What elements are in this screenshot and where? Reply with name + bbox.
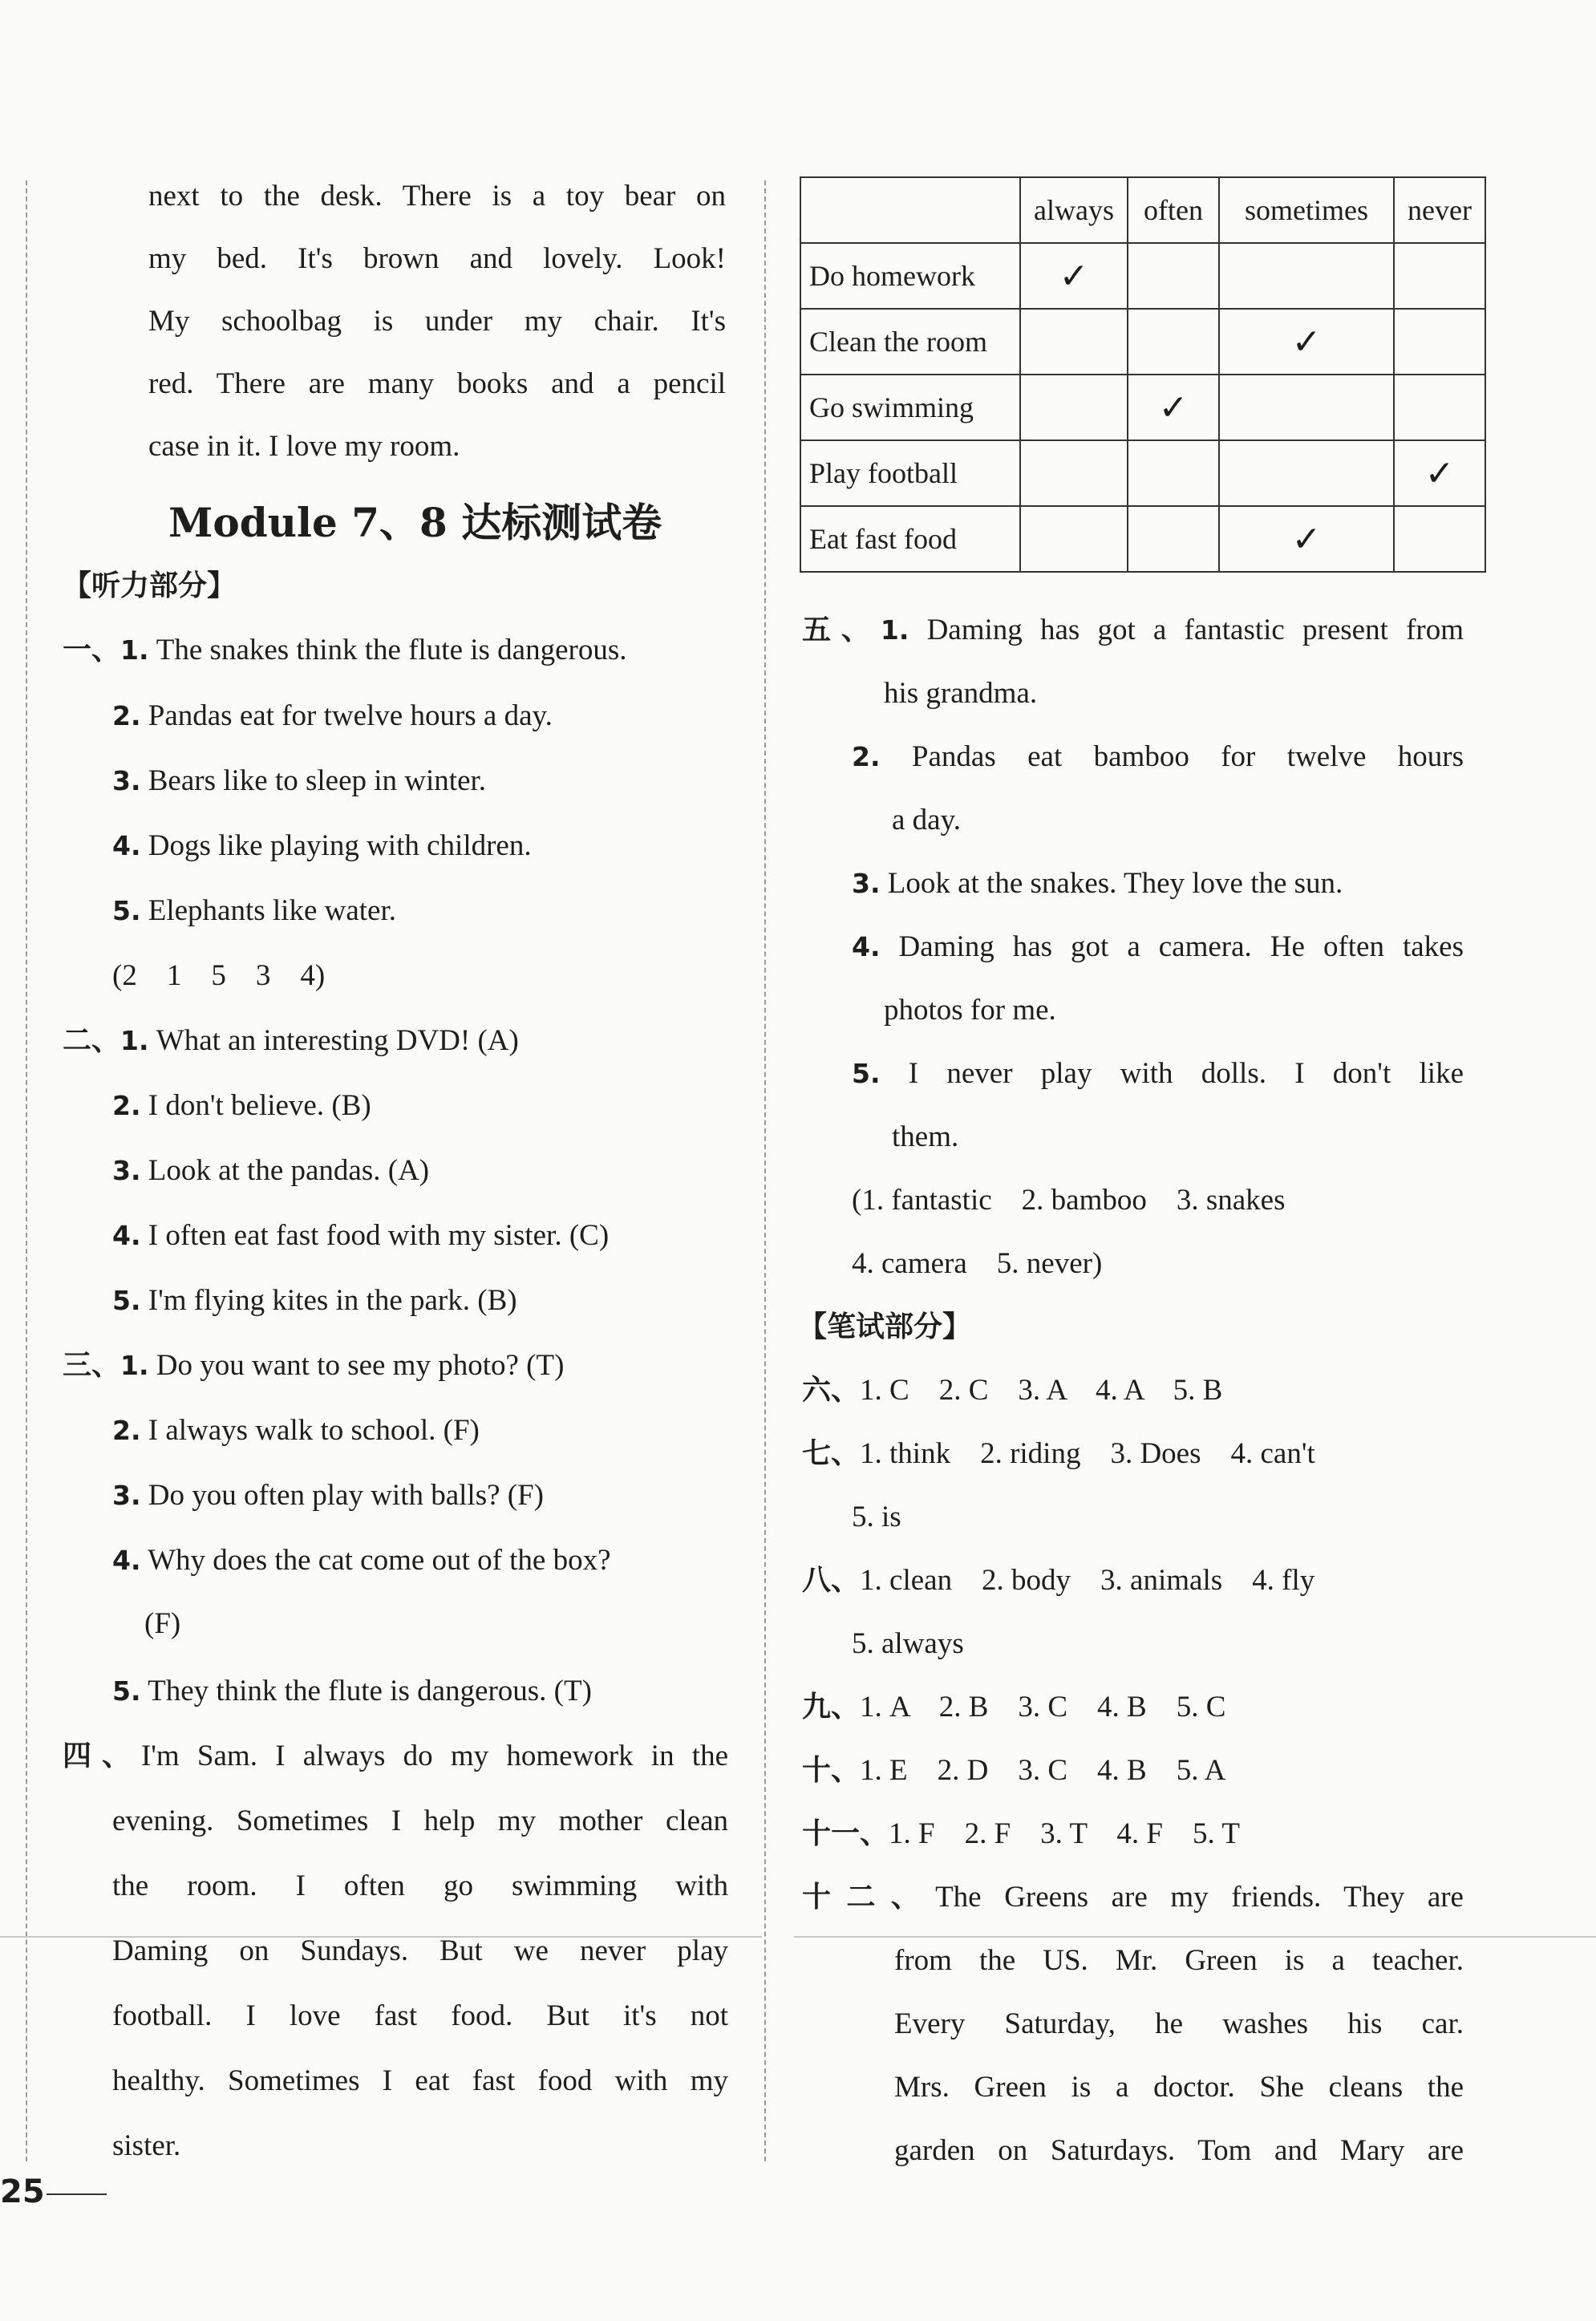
sec8-answers-cont: 5. always — [852, 1627, 964, 1660]
sec5-line-2: his grandma. — [884, 677, 1038, 710]
sec2-item-4: 4. I often eat fast food with my sister. (C) — [112, 1219, 610, 1252]
sec5-line-5: 3. Look at the snakes. They love the sun. — [852, 867, 1343, 900]
sec5-line-4: a day. — [892, 804, 961, 836]
sec4-line-3: the room. I often go swimming with — [112, 1869, 728, 1902]
table-header-cell: never — [1394, 177, 1485, 243]
check-mark — [1020, 506, 1128, 572]
sec3-item-3: 3. Do you often play with balls? (F) — [112, 1479, 544, 1512]
sec3-item-4-cont: (F) — [144, 1607, 181, 1640]
check-mark: ✓ — [1128, 375, 1219, 440]
table-header-cell — [800, 177, 1020, 243]
check-mark — [1219, 375, 1394, 440]
sec1-item-4: 4. Dogs like playing with children. — [112, 829, 532, 862]
check-mark — [1128, 243, 1219, 309]
intro-line-4: red. There are many books and a pencil — [148, 367, 726, 400]
table-row — [800, 506, 1485, 572]
intro-line-3: My schoolbag is under my chair. It's — [148, 305, 726, 338]
sec11-answers: 十一、1. F 2. F 3. T 4. F 5. T — [802, 1817, 1240, 1850]
sec1-answer: (2 1 5 3 4) — [112, 959, 326, 992]
table-activity-cell: Go swimming — [800, 375, 1020, 440]
sec7-answers: 七、1. think 2. riding 3. Does 4. can't — [802, 1437, 1315, 1470]
sec12-line-3: Every Saturday, he washes his car. — [894, 2007, 1464, 2040]
sec10-answers: 十、1. E 2. D 3. C 4. B 5. A — [802, 1754, 1226, 1787]
sec12-line-2: from the US. Mr. Green is a teacher. — [894, 1944, 1464, 1977]
sec12-line-5: garden on Saturdays. Tom and Mary are — [894, 2134, 1464, 2167]
sec9-answers: 九、1. A 2. B 3. C 4. B 5. C — [802, 1691, 1226, 1724]
sec4-line-4: Daming on Sundays. But we never play — [112, 1934, 728, 1967]
module-title: Module 7、8 达标测试卷 — [168, 499, 662, 546]
check-mark — [1020, 375, 1128, 440]
sec3-item-2: 2. I always walk to school. (F) — [112, 1414, 480, 1447]
check-mark — [1394, 309, 1485, 375]
page-number: 25 — [0, 2173, 45, 2210]
sec1-item-2: 2. Pandas eat for twelve hours a day. — [112, 699, 553, 732]
check-mark — [1128, 506, 1219, 572]
sec1-item-1: 一、1. The snakes think the flute is dangerous. — [63, 634, 627, 666]
sec5-line-9: them. — [892, 1120, 959, 1153]
sec4-line-5: football. I love fast food. But it's not — [112, 1999, 728, 2032]
table-activity-cell: Eat fast food — [800, 506, 1020, 572]
table-header-cell: often — [1128, 177, 1219, 243]
sec3-item-1: 三、1. Do you want to see my photo? (T) — [63, 1349, 565, 1382]
sec2-item-2: 2. I don't believe. (B) — [112, 1089, 371, 1122]
table-header-cell: sometimes — [1219, 177, 1394, 243]
sec7-answers-cont: 5. is — [852, 1501, 901, 1533]
check-mark: ✓ — [1020, 243, 1128, 309]
check-mark — [1394, 506, 1485, 572]
sec5-line-6: 4. Daming has got a camera. He often takes — [852, 930, 1464, 963]
sec5-line-3: 2. Pandas eat bamboo for twelve hours — [852, 740, 1464, 773]
sec4-line-2: evening. Sometimes I help my mother clean — [112, 1805, 728, 1837]
check-mark — [1394, 243, 1485, 309]
check-mark: ✓ — [1219, 309, 1394, 375]
sec5-line-7: photos for me. — [884, 994, 1056, 1027]
table-header-row — [800, 177, 1485, 243]
sec4-line-1: 四、I'm Sam. I always do my homework in the — [63, 1740, 728, 1772]
left-margin-dash — [26, 180, 27, 2161]
listening-header: 【听力部分】 — [63, 569, 237, 602]
sec12-line-4: Mrs. Green is a doctor. She cleans the — [894, 2071, 1464, 2104]
intro-line-5: case in it. I love my room. — [148, 430, 460, 463]
sec3-item-5: 5. They think the flute is dangerous. (T) — [112, 1675, 592, 1707]
table-row — [800, 243, 1485, 309]
sec4-line-7: sister. — [112, 2129, 181, 2162]
fold-line-right — [794, 1936, 1596, 1938]
sec6-answers: 六、1. C 2. C 3. A 4. A 5. B — [802, 1374, 1223, 1407]
sec1-item-3: 3. Bears like to sleep in winter. — [112, 764, 487, 797]
table-row — [800, 440, 1485, 506]
sec5-answer-2: 4. camera 5. never) — [852, 1247, 1103, 1280]
sec5-answer-1: (1. fantastic 2. bamboo 3. snakes — [852, 1184, 1286, 1217]
table-activity-cell: Clean the room — [800, 309, 1020, 375]
table-activity-cell: Play football — [800, 440, 1020, 506]
check-mark — [1219, 440, 1394, 506]
frequency-table — [800, 176, 1486, 573]
check-mark — [1219, 243, 1394, 309]
sec3-item-4: 4. Why does the cat come out of the box? — [112, 1544, 611, 1577]
check-mark — [1128, 309, 1219, 375]
check-mark — [1020, 309, 1128, 375]
sec2-item-3: 3. Look at the pandas. (A) — [112, 1154, 430, 1187]
column-divider — [764, 180, 766, 2161]
check-mark: ✓ — [1394, 440, 1485, 506]
sec5-line-8: 5. I never play with dolls. I don't like — [852, 1057, 1464, 1090]
sec8-answers: 八、1. clean 2. body 3. animals 4. fly — [802, 1564, 1315, 1597]
check-mark — [1020, 440, 1128, 506]
sec2-item-5: 5. I'm flying kites in the park. (B) — [112, 1284, 517, 1317]
writing-header: 【笔试部分】 — [798, 1310, 972, 1343]
check-mark — [1128, 440, 1219, 506]
table-row — [800, 375, 1485, 440]
sec1-item-5: 5. Elephants like water. — [112, 894, 397, 927]
intro-line-1: next to the desk. There is a toy bear on — [148, 180, 726, 213]
table-row — [800, 309, 1485, 375]
sec2-item-1: 二、1. What an interesting DVD! (A) — [63, 1024, 519, 1057]
page-number-rule — [47, 2193, 107, 2195]
sec5-line-1: 五、1. Daming has got a fantastic present from — [802, 614, 1464, 646]
check-mark — [1394, 375, 1485, 440]
table-activity-cell: Do homework — [800, 243, 1020, 309]
table-header-cell: always — [1020, 177, 1128, 243]
intro-line-2: my bed. It's brown and lovely. Look! — [148, 242, 726, 275]
check-mark: ✓ — [1219, 506, 1394, 572]
sec12-line-1: 十二、The Greens are my friends. They are — [802, 1881, 1464, 1914]
sec4-line-6: healthy. Sometimes I eat fast food with my — [112, 2064, 728, 2097]
